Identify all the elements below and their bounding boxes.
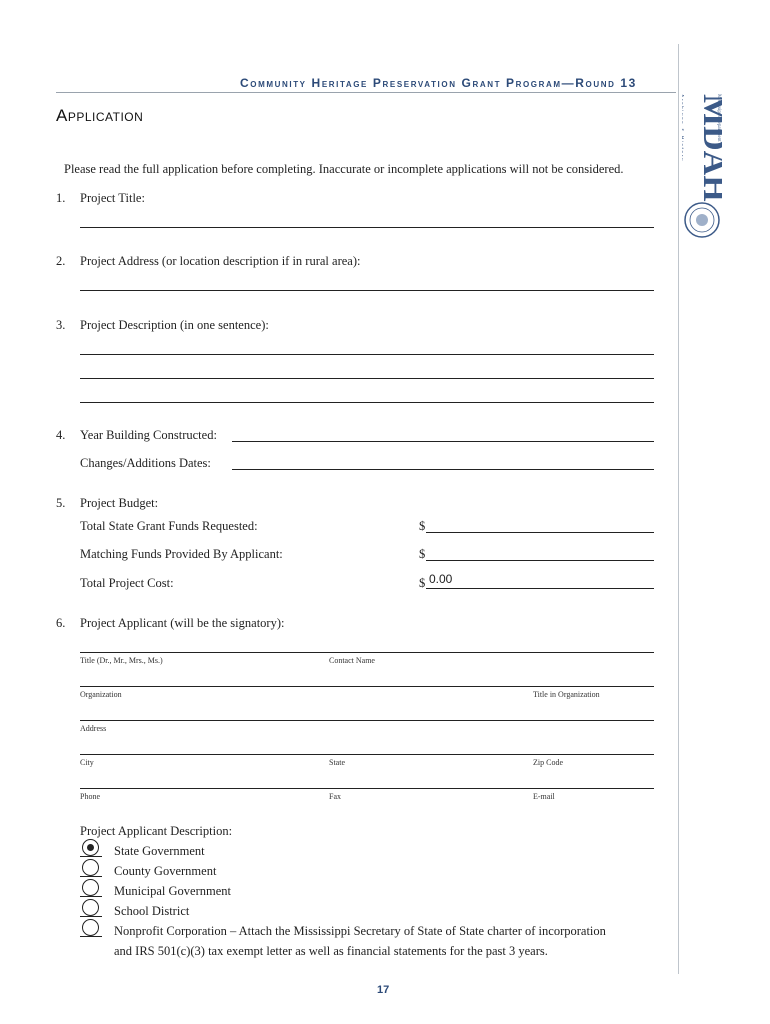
field-label-email: E-mail [533, 792, 555, 801]
year-constructed-field[interactable] [232, 441, 654, 442]
changes-dates-label: Changes/Additions Dates: [80, 456, 211, 470]
field-label-title: Title (Dr., Mr., Mrs., Ms.) [80, 656, 163, 665]
page-title: Application [56, 106, 144, 125]
logo-text: MDAH [696, 94, 722, 202]
radio-school-district[interactable] [82, 899, 100, 917]
header-title: Community Heritage Preservation Grant Program—Round 13 [240, 76, 637, 90]
question-6 [56, 616, 285, 631]
applicant-row-1-line[interactable] [80, 652, 654, 653]
question-label: Project Address (or location description if in rural area): [80, 254, 361, 268]
margin-rule [678, 44, 679, 974]
option-label-continued: and IRS 501(c)(3) tax exempt letter as well as financial statements for the past 3 years. [114, 944, 548, 958]
budget-row-label: Total Project Cost: [80, 576, 174, 590]
field-label-fax: Fax [329, 792, 341, 801]
matching-funds-field[interactable] [426, 560, 654, 561]
logo-line2: Archives History [682, 94, 684, 162]
field-label-phone: Phone [80, 792, 100, 801]
intro-text: Please read the full application before completing. Inaccurate or incomplete applications will not be considered. [64, 162, 624, 176]
radio-county-government[interactable] [82, 859, 100, 877]
state-grant-funds-field[interactable] [426, 532, 654, 533]
question-4 [56, 428, 217, 443]
currency-symbol: $ [419, 547, 426, 561]
question-label: Project Description (in one sentence): [80, 318, 269, 332]
radio-municipal-government[interactable] [82, 879, 100, 897]
option-label: Nonprofit Corporation – Attach the Mississippi Secretary of State of State charter of incorporation [114, 924, 606, 938]
budget-row-label: Total State Grant Funds Requested: [80, 519, 258, 533]
question-label: Project Budget: [80, 496, 159, 510]
page-number: 17 [377, 984, 390, 996]
applicant-row-4-line[interactable] [80, 754, 654, 755]
field-label-title-org: Title in Organization [533, 690, 600, 699]
field-label-contact: Contact Name [329, 656, 375, 665]
currency-symbol: $ [419, 519, 426, 533]
header-rule [56, 92, 676, 93]
field-label-zip: Zip Code [533, 758, 563, 767]
question-label: Project Applicant (will be the signatory): [80, 616, 285, 630]
question-2 [56, 254, 361, 269]
total-project-cost-field[interactable] [426, 588, 654, 589]
field-label-state: State [329, 758, 345, 767]
budget-row-label: Matching Funds Provided By Applicant: [80, 547, 283, 561]
question-number: 6. [56, 616, 66, 630]
question-number: 2. [56, 254, 66, 268]
currency-symbol: $ [419, 576, 426, 590]
total-project-cost-value[interactable]: 0.00 [429, 572, 453, 586]
changes-dates-field[interactable] [232, 469, 654, 470]
option-label: School District [114, 904, 190, 918]
question-3 [56, 318, 269, 333]
applicant-row-2-line[interactable] [80, 686, 654, 687]
field-label-address: Address [80, 724, 107, 733]
option-label: State Government [114, 844, 205, 858]
applicant-row-5-line[interactable] [80, 788, 654, 789]
mdah-logo [682, 92, 722, 242]
question-number: 4. [56, 428, 66, 442]
radio-state-government[interactable] [82, 839, 100, 857]
project-address-field[interactable] [80, 290, 654, 291]
question-number: 5. [56, 496, 66, 510]
question-5 [56, 496, 159, 511]
question-number: 1. [56, 191, 66, 205]
applicant-description-label: Project Applicant Description: [80, 824, 233, 838]
project-description-line-3[interactable] [80, 402, 654, 403]
option-label: Municipal Government [114, 884, 231, 898]
project-title-field[interactable] [80, 227, 654, 228]
project-description-line-1[interactable] [80, 354, 654, 355]
radio-nonprofit-corporation[interactable] [82, 919, 100, 937]
question-label: Year Building Constructed: [80, 428, 217, 442]
field-label-city: City [80, 758, 94, 767]
logo-line1: Mississippi Department of [716, 94, 721, 148]
option-label: County Government [114, 864, 217, 878]
question-label: Project Title: [80, 191, 145, 205]
question-number: 3. [56, 318, 66, 332]
question-1 [56, 191, 145, 206]
applicant-row-3-line[interactable] [80, 720, 654, 721]
field-label-organization: Organization [80, 690, 122, 699]
project-description-line-2[interactable] [80, 378, 654, 379]
